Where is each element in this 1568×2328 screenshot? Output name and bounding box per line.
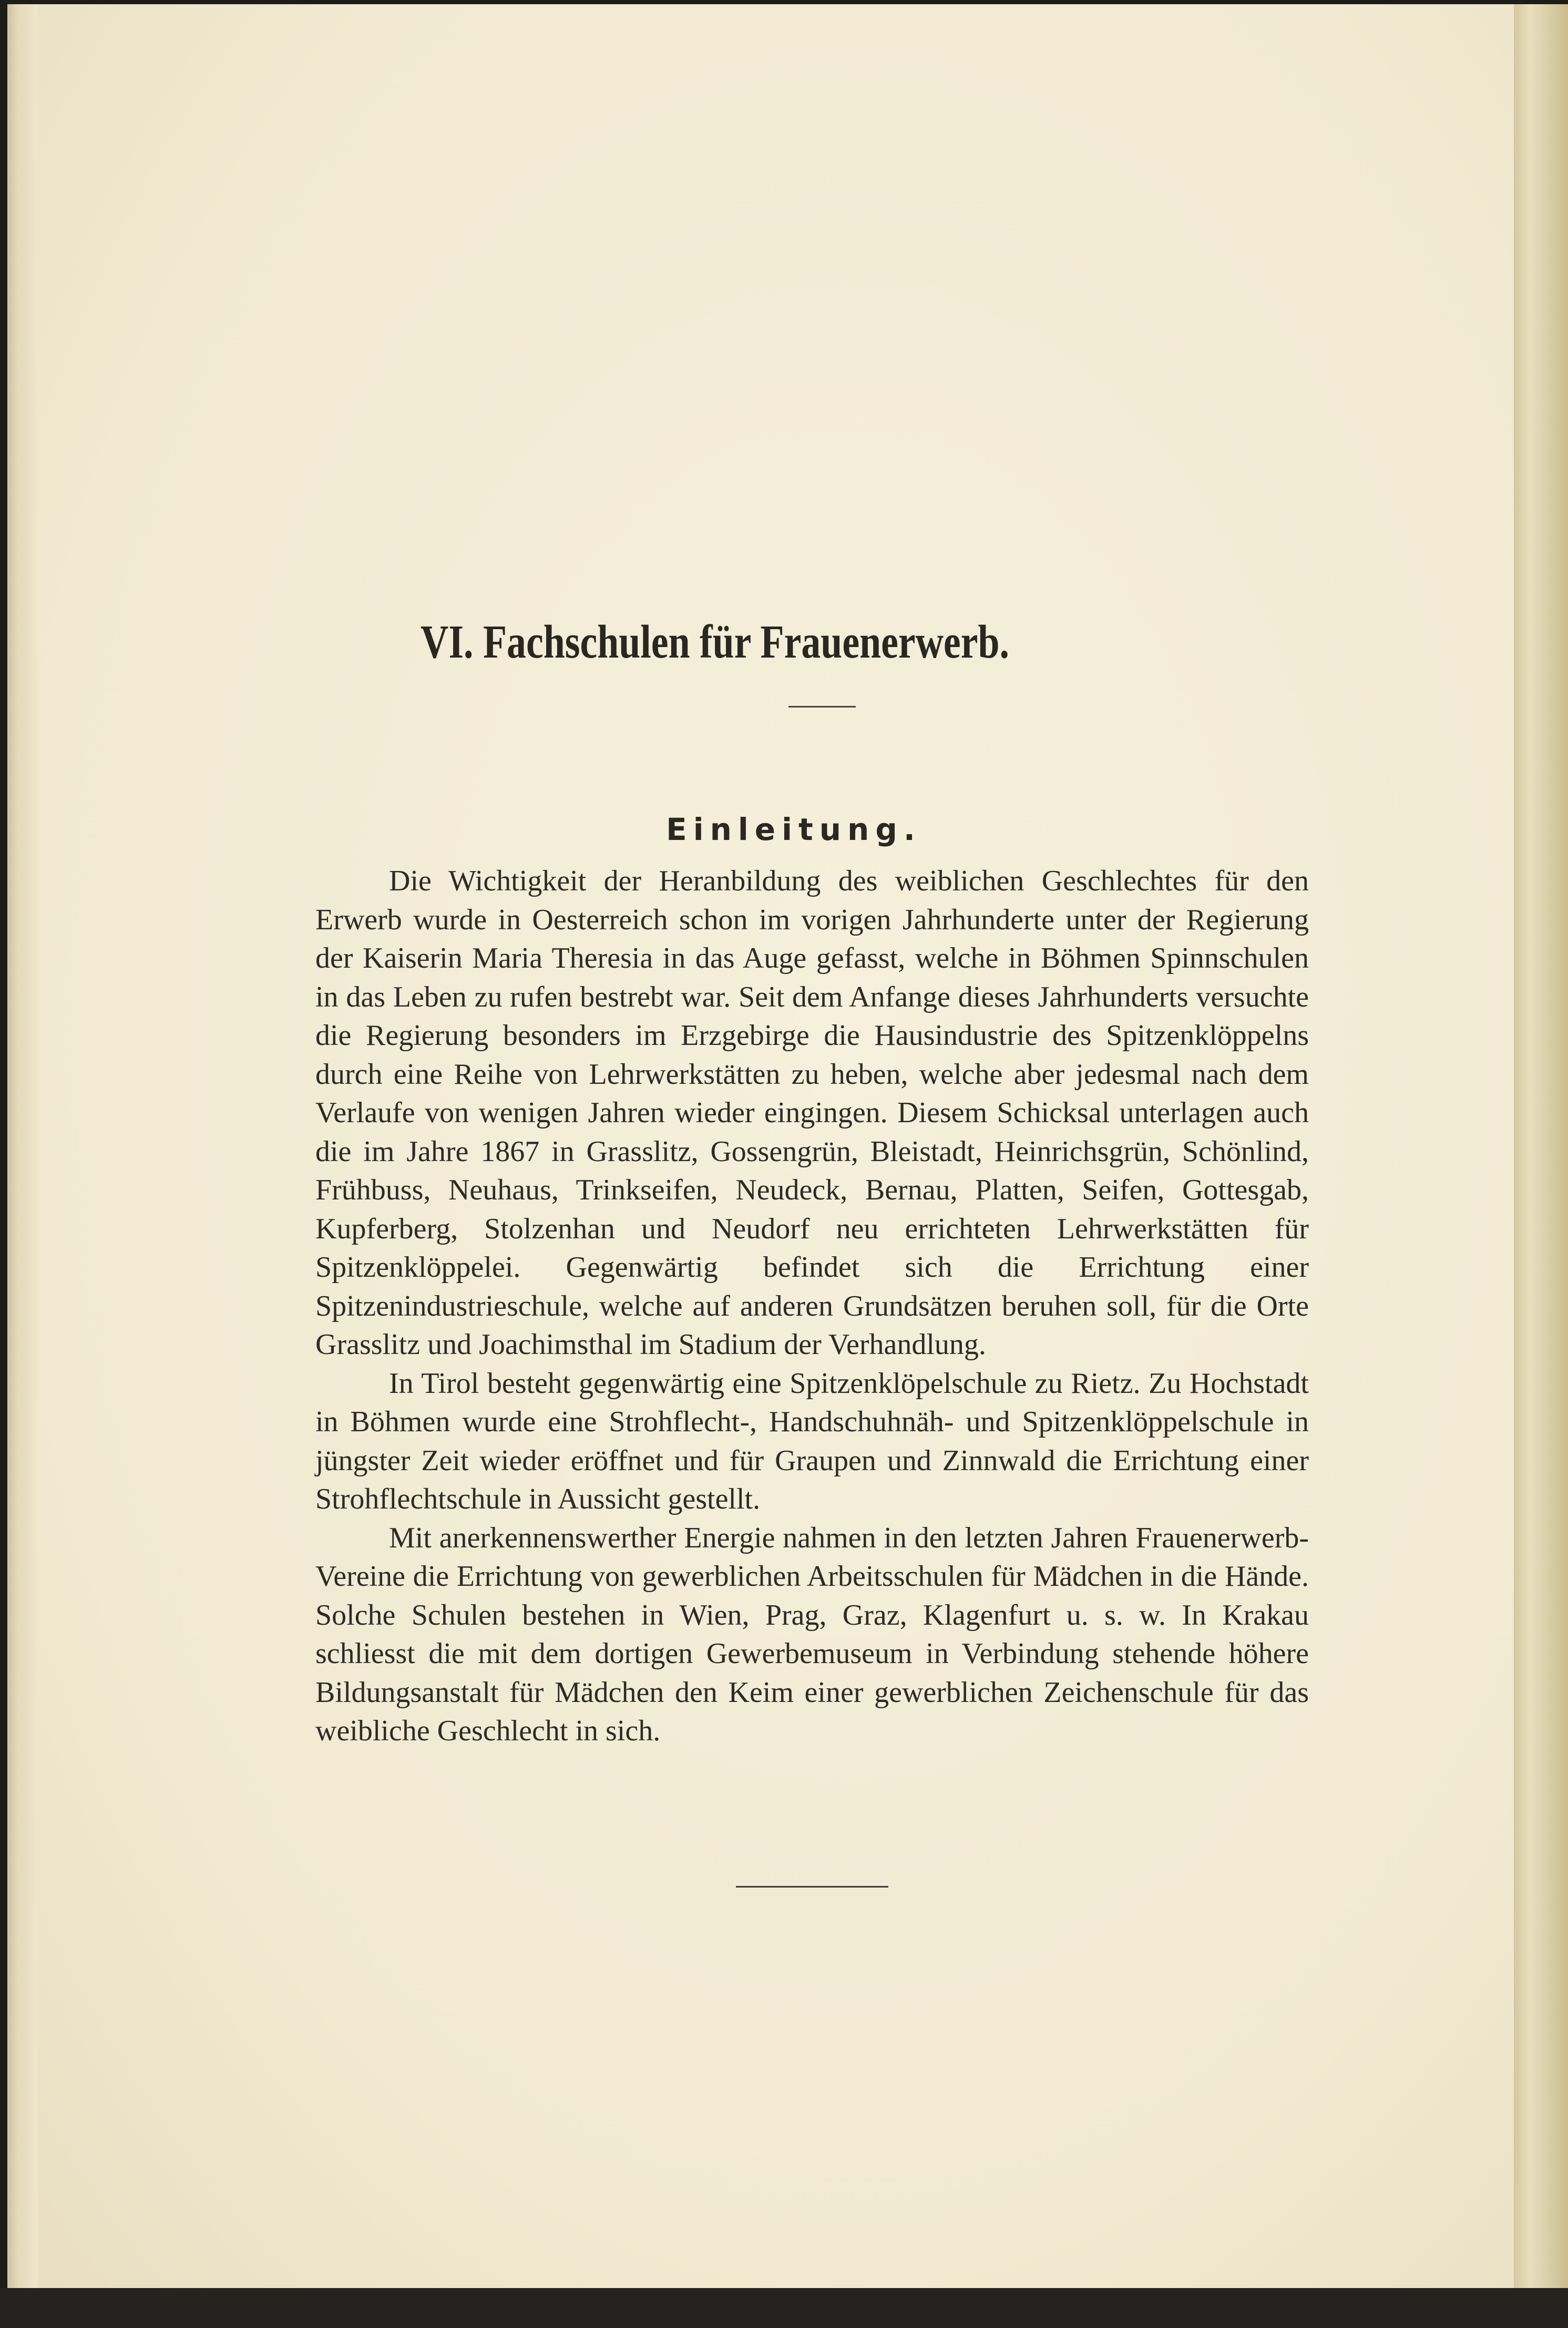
page-edge <box>1514 4 1568 2327</box>
end-divider <box>736 1886 888 1888</box>
chapter-title: VI. Fachschulen für Frauenerwerb. <box>421 616 1009 669</box>
paragraph-3: Mit anerkennenswerther Energie nahmen in den letzten Jahren Frauenerwerb-Vereine die Errichtung von gewerblichen Arbeitsschulen für Mädchen in die Hände. Solche Schulen bestehen in Wien, Prag, Graz, Klagenfurt u. s. w. In Krakau schliesst die mit dem dortigen Gewerbemuseum in Verbindung stehende höhere Bildungsanstalt für Mädchen den Keim einer gewerblichen Zeichenschule für das weibliche Geschlecht in sich. <box>315 1521 1309 1747</box>
body-text <box>315 862 1309 1751</box>
section-heading: Einleitung. <box>666 812 921 848</box>
title-divider <box>788 706 856 707</box>
scan-background <box>0 2288 1568 2328</box>
page-gutter <box>7 4 38 2288</box>
paragraph-2: In Tirol besteht gegenwärtig eine Spitzenklöpelschule zu Rietz. Zu Hochstadt in Böhmen wurde eine Strohflecht-, Handschuhnäh- und Spitzenklöppelschule in jüngster Zeit wieder eröffnet und für Graupen und Zinnwald die Errichtung einer Strohflechtschule in Aussicht gestellt. <box>315 1367 1309 1515</box>
paragraph-1: Die Wichtigkeit der Heranbildung des weiblichen Geschlechtes für den Erwerb wurde in Oesterreich schon im vorigen Jahrhunderte unter der Regierung der Kaiserin Maria Theresia in das Auge gefasst, welche in Böhmen Spinnschulen in das Leben zu rufen bestrebt war. Seit dem Anfange dieses Jahrhunderts versuchte die Regierung besonders im Erzgebirge die Hausindustrie des Spitzenklöppelns durch eine Reihe von Lehrwerkstätten zu heben, welche aber jedesmal nach dem Verlaufe von wenigen Jahren wieder eingingen. Diesem Schicksal unterlagen auch die im Jahre 1867 in Grasslitz, Gossengrün, Bleistadt, Heinrichsgrün, Schönlind, Frühbuss, Neuhaus, Trinkseifen, Neudeck, Bernau, Platten, Seifen, Gottesgab, Kupferberg, Stolzenhan und Neudorf neu errichteten Lehrwerkstätten für Spitzenklöppelei. Gegenwärtig befindet sich die Errichtung einer Spitzenindustrieschule, welche auf anderen Grundsätzen beruhen soll, für die Orte Grasslitz und Joachimsthal im Stadium der Verhandlung. <box>315 865 1309 1361</box>
